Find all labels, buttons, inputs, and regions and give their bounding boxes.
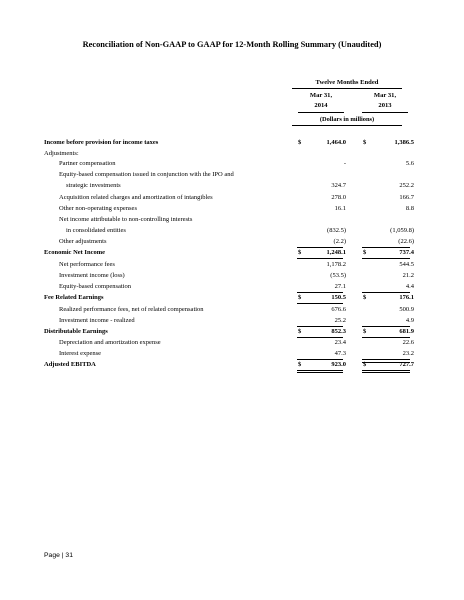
value-2013: 23.2	[402, 350, 414, 357]
value-2014: 278.0	[331, 194, 346, 201]
row-label: Net income attributable to non-controlling interests	[59, 216, 193, 223]
table-rule	[297, 292, 343, 293]
row-label: Income before provision for income taxes	[44, 139, 159, 146]
row-label: Realized performance fees, net of related compensation	[59, 306, 204, 313]
table-row	[44, 215, 414, 226]
table-row	[44, 181, 414, 192]
table-rule	[297, 359, 343, 360]
value-2014: 150.5	[331, 294, 346, 301]
value-2013: 544.5	[399, 261, 414, 268]
row-label: Adjusted EBITDA	[44, 361, 96, 368]
table-rule	[297, 303, 343, 304]
table-rule	[297, 247, 343, 248]
row-label: Other non-operating expenses	[59, 205, 137, 212]
table-rule	[362, 362, 410, 363]
currency-symbol: $	[298, 249, 302, 256]
table-rule	[297, 370, 343, 371]
column-header-date: Mar 31,	[309, 92, 333, 99]
table-rule	[297, 258, 343, 259]
value-2014: 923.0	[331, 361, 346, 368]
currency-symbol: $	[298, 328, 302, 335]
row-label: Economic Net Income	[44, 249, 106, 256]
row-label: Adjustments:	[44, 150, 79, 157]
table-row	[44, 149, 414, 160]
value-2014: 1,178.2	[326, 261, 346, 268]
value-2013: 22.6	[402, 339, 414, 346]
row-label: Equity-based compensation issued in conjunction with the IPO and	[59, 171, 234, 178]
table-rule	[362, 292, 410, 293]
value-2014: 16.1	[334, 205, 346, 212]
currency-symbol: $	[363, 294, 367, 301]
row-label: Interest expense	[59, 350, 102, 357]
table-row	[44, 349, 414, 360]
table-row	[44, 316, 414, 327]
column-header-date: Mar 31,	[373, 92, 397, 99]
table-row	[44, 293, 414, 304]
page-number: Page | 31	[44, 552, 73, 559]
value-2014: 1,248.1	[326, 249, 346, 256]
table-row	[44, 282, 414, 293]
table-rule	[362, 258, 410, 259]
value-2013: 737.4	[399, 249, 414, 256]
row-label: Investment income - realized	[59, 317, 135, 324]
table-row	[44, 360, 414, 371]
value-2013: 500.9	[399, 306, 414, 313]
column-header-year: 2014	[314, 101, 328, 109]
value-2013: 4.9	[405, 317, 414, 324]
table-row	[44, 248, 414, 259]
value-2013: 727.7	[399, 361, 414, 368]
row-label: Equity-based compensation	[59, 283, 132, 290]
currency-symbol: $	[363, 139, 367, 146]
value-2014: 1,464.0	[326, 139, 346, 146]
value-2014: 852.3	[331, 328, 346, 335]
table-rule	[362, 247, 410, 248]
page-title: Reconciliation of Non-GAAP to GAAP for 12-Month Rolling Summary (Unaudited)	[82, 40, 382, 49]
value-2013: 4.4	[405, 283, 414, 290]
table-row	[44, 305, 414, 316]
row-label: Other adjustments	[59, 238, 107, 245]
table-row	[44, 237, 414, 248]
value-2014: 47.3	[334, 350, 346, 357]
table-rule	[362, 326, 410, 327]
table-row	[44, 204, 414, 215]
value-2014: (53.5)	[330, 272, 346, 279]
currency-symbol: $	[363, 328, 367, 335]
value-2013: 252.2	[399, 182, 414, 189]
table-row	[44, 338, 414, 349]
value-2013: (1,059.8)	[390, 227, 414, 234]
table-row	[44, 159, 414, 170]
value-2014: -	[343, 160, 346, 167]
table-row	[44, 193, 414, 204]
value-2013: (22.6)	[398, 238, 414, 245]
row-label: strategic investments	[66, 182, 121, 189]
row-label: Depreciation and amortization expense	[59, 339, 161, 346]
value-2014: (832.5)	[327, 227, 346, 234]
row-label: Fee Related Earnings	[44, 294, 104, 301]
currency-symbol: $	[298, 361, 302, 368]
value-2013: 176.1	[399, 294, 414, 301]
table-rule	[362, 372, 410, 373]
column-header-2013	[362, 91, 408, 113]
column-header-2014	[298, 91, 344, 113]
value-2013: 5.6	[405, 160, 414, 167]
row-label: Distributable Earnings	[44, 328, 108, 335]
value-2013: 681.9	[399, 328, 414, 335]
value-2013: 8.8	[405, 205, 414, 212]
row-label: Net performance fees	[59, 261, 115, 268]
table-rule	[362, 359, 410, 360]
value-2013: 166.7	[399, 194, 414, 201]
table-rule	[297, 337, 343, 338]
period-header: Twelve Months Ended	[292, 79, 402, 89]
row-label: in consolidated entities	[66, 227, 126, 234]
table-row	[44, 170, 414, 181]
value-2014: 27.1	[334, 283, 346, 290]
table-rule	[297, 326, 343, 327]
row-label: Investment income (loss)	[59, 272, 125, 279]
value-2013: 21.2	[402, 272, 414, 279]
currency-symbol: $	[363, 361, 367, 368]
column-header-year: 2013	[378, 101, 392, 109]
value-2014: (2.2)	[333, 238, 346, 245]
value-2014: 25.2	[334, 317, 346, 324]
currency-symbol: $	[298, 139, 302, 146]
row-label: Partner compensation	[59, 160, 116, 167]
currency-symbol: $	[298, 294, 302, 301]
units-header: (Dollars in millions)	[292, 116, 402, 126]
table-row	[44, 260, 414, 271]
table-row	[44, 271, 414, 282]
value-2014: 324.7	[331, 182, 346, 189]
table-row	[44, 138, 414, 149]
table-row	[44, 327, 414, 338]
table-row	[44, 226, 414, 237]
value-2014: 23.4	[334, 339, 346, 346]
value-2014: 676.6	[331, 306, 346, 313]
currency-symbol: $	[363, 249, 367, 256]
row-label: Acquisition related charges and amortization of intangibles	[59, 194, 213, 201]
table-rule	[297, 372, 343, 373]
value-2013: 1,386.5	[394, 139, 414, 146]
table-rule	[362, 370, 410, 371]
table-rule	[362, 337, 410, 338]
